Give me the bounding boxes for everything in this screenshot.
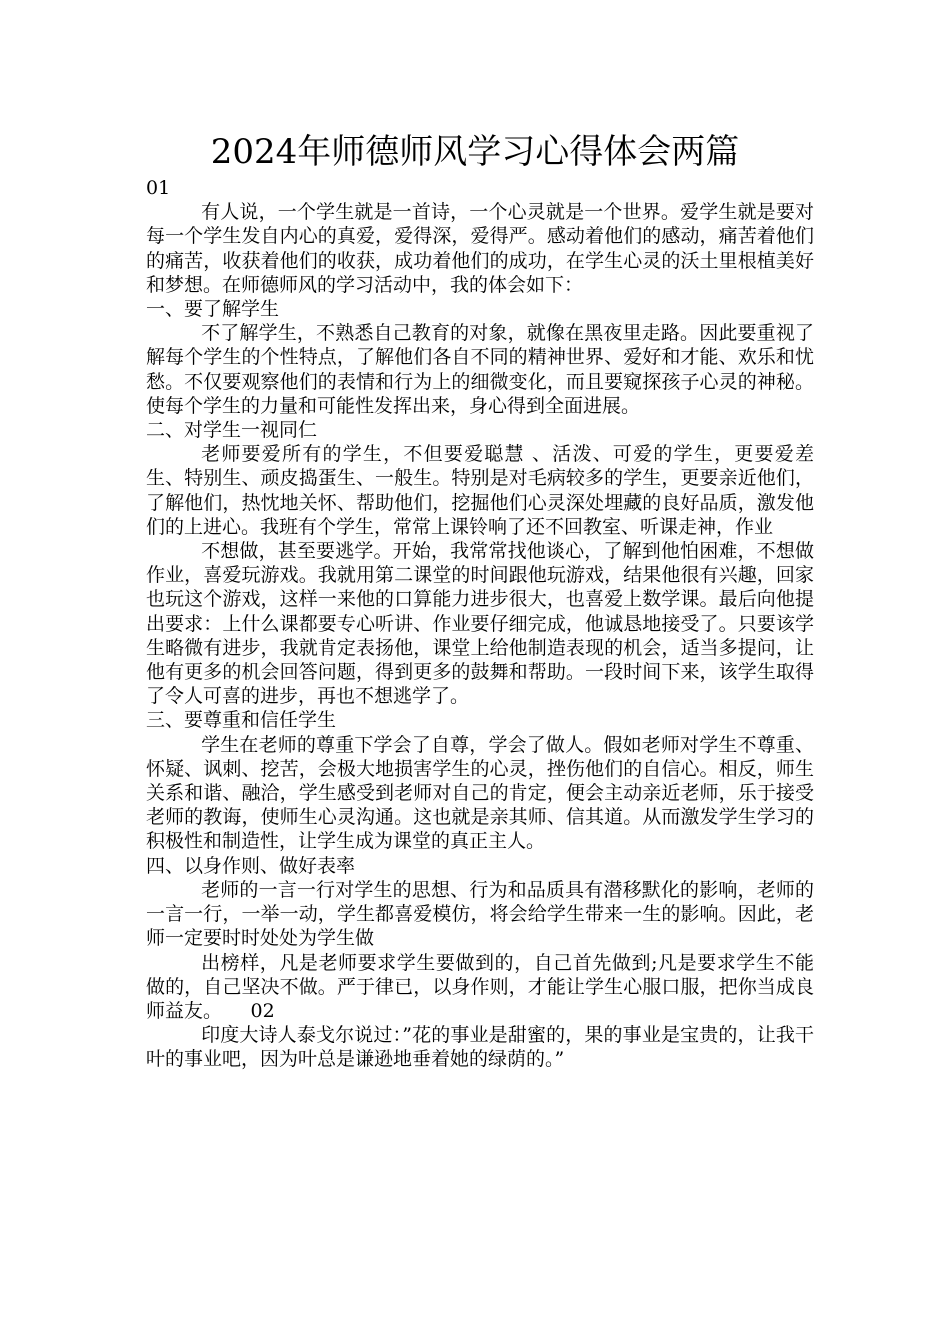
heading-treat-equally: 二、对学生一视同仁 [146, 419, 318, 442]
paragraph-respect-trust: 学生在老师的尊重下学会了自尊，学会了做人。假如老师对学生不尊重、怀疑、讽刺、挖苦，会极大地损害学生的心灵，挫伤他们的自信心。相反，师生关系和谐、融洽，学生感受到老师对自己的肯定，便会主动亲近老师，乐于接受老师的教诲，使师生心灵沟通。这也就是亲其师、信其道。从而激发学生学习的积极性和制造性，让学生成为课堂的真正主人。 [146, 733, 814, 853]
paragraph-tagore-quote: 印度大诗人泰戈尔说过：”花的事业是甜蜜的，果的事业是宝贵的，让我干叶的事业吧，因为叶总是谦逊地垂着她的绿荫的。” [146, 1024, 814, 1071]
paragraph-role-model: 出榜样，凡是老师要求学生要做到的，自己首先做到;凡是要求学生不能做的，自己坚决不做。严于律已，以身作则，才能让学生心服口服，把你当成良师益友。 02 [146, 951, 814, 1022]
paragraph-lead-by-example: 老师的一言一行对学生的思想、行为和品质具有潜移默化的影响，老师的一言一行，一举一动，学生都喜爱模仿，将会给学生带来一生的影响。因此，老师一定要时时处处为学生做 [146, 878, 814, 950]
document-body [146, 176, 814, 1072]
paragraph-intro: 有人说，一个学生就是一首诗，一个心灵就是一个世界。爱学生就是要对每一个学生发自内心的真爱，爱得深，爱得严。感动着他们的感动，痛苦着他们的痛苦，收获着他们的收获，成功着他们的成功，在学生心灵的沃土里根植美好和梦想。在师德师风的学习活动中，我的体会如下： [146, 201, 814, 296]
paragraph-student-story: 不想做，甚至要逃学。开始，我常常找他谈心，了解到他怕困难，不想做作业，喜爱玩游戏。我就用第二课堂的时间跟他玩游戏，结果他很有兴趣，回家也玩这个游戏，这样一来他的口算能力进步很大，也喜爱上数学课。最后向他提出要求：上什么课都要专心听讲、作业要仔细完成，他诚恳地接受了。只要该学生略微有进步，我就肯定表扬他，课堂上给他制造表现的机会，适当多提问，让他有更多的机会回答问题，得到更多的鼓舞和帮助。一段时间下来，该学生取得了令人可喜的进步，再也不想逃学了。 [146, 540, 814, 708]
heading-respect-trust: 三、要尊重和信任学生 [146, 709, 337, 732]
heading-lead-by-example: 四、以身作则、做好表率 [146, 854, 356, 877]
paragraph-treat-equally: 老师要爱所有的学生，不但要爱聪慧 、活泼、可爱的学生，更要爱差生、特别生、顽皮捣蛋生、一般生。特别是对毛病较多的学生，更要亲近他们，了解他们，热忱地关怀、帮助他们，挖掘他们心灵深处埋藏的良好品质，激发他们的上进心。我班有个学生，常常上课铃响了还不回教室、听课走神，作业 [146, 443, 814, 538]
paragraph-understand-students: 不了解学生，不熟悉自己教育的对象，就像在黑夜里走路。因此要重视了解每个学生的个性特点，了解他们各自不同的精神世界、爱好和才能、欢乐和忧愁。不仅要观察他们的表情和行为上的细微变化，而且要窥探孩子心灵的神秘。使每个学生的力量和可能性发挥出来，身心得到全面进展。 [146, 322, 814, 417]
document-title: 2024年师德师风学习心得体会两篇 [210, 132, 740, 172]
heading-understand-students: 一、要了解学生 [146, 298, 280, 321]
section-marker: 01 [146, 177, 171, 199]
